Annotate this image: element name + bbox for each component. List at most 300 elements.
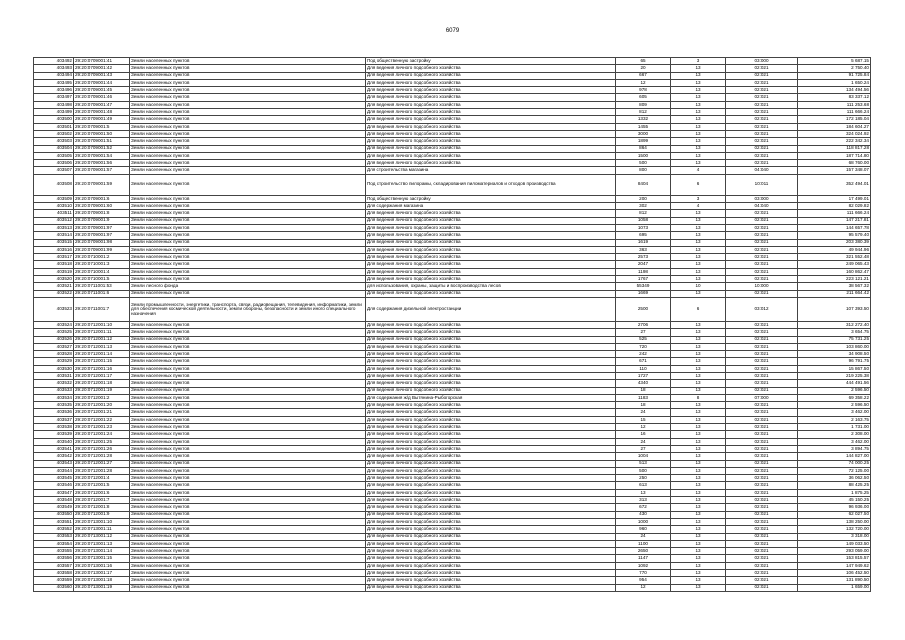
group-cell: 13 — [671, 123, 726, 130]
land-category-cell: Земли населенных пунктов — [130, 217, 366, 224]
area-cell: 4340 — [616, 380, 671, 387]
row-number-cell: 403493 — [34, 65, 74, 72]
table-row — [34, 101, 871, 108]
row-number-cell: 403492 — [34, 58, 74, 65]
use-code-cell: 02:021 — [726, 343, 798, 350]
row-number-cell: 403548 — [34, 497, 74, 504]
group-cell: 13 — [671, 358, 726, 365]
row-number-cell: 403538 — [34, 424, 74, 431]
cadastral-value-cell: 3 318.00 — [798, 533, 871, 540]
permitted-use-cell: Для ведения личного подсобного хозяйства — [366, 460, 616, 467]
permitted-use-cell: Для ведения личного подсобного хозяйства — [366, 130, 616, 137]
use-code-cell: 02:021 — [726, 246, 798, 253]
permitted-use-cell: Для ведения личного подсобного хозяйства — [366, 365, 616, 372]
table-row — [34, 365, 871, 372]
cadastral-number-cell: 29:20:0711001:6 — [74, 290, 130, 297]
cadastral-number-cell: 29:20:0709001:60 — [74, 203, 130, 210]
use-code-cell: 02:021 — [726, 276, 798, 283]
group-cell: 13 — [671, 109, 726, 116]
cadastral-number-cell: 29:20:0709001:6 — [74, 195, 130, 202]
table-row — [34, 167, 871, 174]
row-number-cell: 403525 — [34, 329, 74, 336]
land-category-cell: Земли населенных пунктов — [130, 336, 366, 343]
use-code-cell: 04:040 — [726, 203, 798, 210]
use-code-cell: 02:021 — [726, 239, 798, 246]
cadastral-value-cell: 138 250.00 — [798, 518, 871, 525]
permitted-use-cell: Для ведения личного подсобного хозяйства — [366, 562, 616, 569]
row-number-cell: 403549 — [34, 504, 74, 511]
cadastral-value-cell: 1 731.00 — [798, 424, 871, 431]
cadastral-value-cell: 444 491.56 — [798, 380, 871, 387]
table-row — [34, 232, 871, 239]
permitted-use-cell: Под общественную застройку — [366, 58, 616, 65]
permitted-use-cell: Для ведения личного подсобного хозяйства — [366, 276, 616, 283]
group-cell: 13 — [671, 239, 726, 246]
cadastral-number-cell: 29:20:0712001:24 — [74, 431, 130, 438]
table-row — [34, 109, 871, 116]
cadastral-value-cell: 34 908.50 — [798, 351, 871, 358]
group-cell: 13 — [671, 329, 726, 336]
group-cell: 13 — [671, 540, 726, 547]
cadastral-value-cell: 83 337.12 — [798, 94, 871, 101]
group-cell: 6 — [671, 297, 726, 321]
use-code-cell: 02:021 — [726, 109, 798, 116]
cadastral-number-cell: 29:20:0713001:11 — [74, 526, 130, 533]
cadastral-number-cell: 29:20:0713001:14 — [74, 548, 130, 555]
land-category-cell: Земли населенных пунктов — [130, 460, 366, 467]
table-row — [34, 533, 871, 540]
use-code-cell: 02:021 — [726, 460, 798, 467]
land-category-cell: Земли населенных пунктов — [130, 123, 366, 130]
use-code-cell: 02:021 — [726, 65, 798, 72]
cadastral-number-cell: 29:20:0709001:48 — [74, 109, 130, 116]
land-category-cell: Земли населенных пунктов — [130, 577, 366, 584]
row-number-cell: 403560 — [34, 584, 74, 591]
cadastral-number-cell: 29:20:0710001:5 — [74, 276, 130, 283]
permitted-use-cell: Для ведения личного подсобного хозяйства — [366, 555, 616, 562]
area-cell: 695 — [616, 232, 671, 239]
permitted-use-cell: Для содержания ж/д Вытянина-Рыбогорская — [366, 394, 616, 401]
land-category-cell: Земли населенных пунктов — [130, 431, 366, 438]
area-cell: 1619 — [616, 239, 671, 246]
area-cell: 8404 — [616, 174, 671, 195]
row-number-cell: 403510 — [34, 203, 74, 210]
group-cell: 13 — [671, 210, 726, 217]
use-code-cell: 02:021 — [726, 358, 798, 365]
area-cell: 513 — [616, 460, 671, 467]
table-row — [34, 555, 871, 562]
use-code-cell: 03:012 — [726, 297, 798, 321]
group-cell: 13 — [671, 79, 726, 86]
use-code-cell: 02:021 — [726, 387, 798, 394]
group-cell: 13 — [671, 438, 726, 445]
row-number-cell: 403543 — [34, 460, 74, 467]
cadastral-value-cell: 312 272.40 — [798, 321, 871, 328]
use-code-cell: 02:021 — [726, 210, 798, 217]
cadastral-value-cell: 172 185.04 — [798, 116, 871, 123]
group-cell: 6 — [671, 174, 726, 195]
permitted-use-cell: Для ведения личного подсобного хозяйства — [366, 290, 616, 297]
cadastral-value-cell: 222 342.34 — [798, 138, 871, 145]
permitted-use-cell: Для ведения личного подсобного хозяйства — [366, 152, 616, 159]
cadastral-value-cell: 2 308.00 — [798, 431, 871, 438]
land-category-cell: Земли населенных пунктов — [130, 116, 366, 123]
use-code-cell: 10:000 — [726, 283, 798, 290]
cadastral-value-cell: 74 000.25 — [798, 460, 871, 467]
permitted-use-cell: Для ведения личного подсобного хозяйства — [366, 584, 616, 591]
group-cell: 13 — [671, 217, 726, 224]
group-cell: 13 — [671, 351, 726, 358]
use-code-cell: 02:021 — [726, 489, 798, 496]
use-code-cell: 02:021 — [726, 402, 798, 409]
area-cell: 800 — [616, 167, 671, 174]
land-category-cell: Земли населенных пунктов — [130, 87, 366, 94]
cadastral-number-cell: 29:20:0709001:57 — [74, 167, 130, 174]
cadastral-number-cell: 29:20:0709001:5 — [74, 123, 130, 130]
cadastral-value-cell: 321 552.48 — [798, 254, 871, 261]
cadastral-number-cell: 29:20:0712001:2 — [74, 394, 130, 401]
permitted-use-cell: Для ведения личного подсобного хозяйства — [366, 504, 616, 511]
row-number-cell: 403547 — [34, 489, 74, 496]
cadastral-value-cell: 107 393.50 — [798, 297, 871, 321]
table-row — [34, 584, 871, 591]
area-cell: 1332 — [616, 116, 671, 123]
cadastral-number-cell: 29:20:0712001:27 — [74, 460, 130, 467]
group-cell: 13 — [671, 116, 726, 123]
permitted-use-cell: Для ведения личного подсобного хозяйства — [366, 123, 616, 130]
cadastral-value-cell: 223 121.21 — [798, 276, 871, 283]
area-cell: 1100 — [616, 540, 671, 547]
area-cell: 500 — [616, 160, 671, 167]
cadastral-number-cell: 29:20:0712001:17 — [74, 372, 130, 379]
use-code-cell: 02:021 — [726, 380, 798, 387]
cadastral-value-cell: 160 862.47 — [798, 268, 871, 275]
group-cell: 13 — [671, 548, 726, 555]
table-row — [34, 504, 871, 511]
cadastral-number-cell: 29:20:0713001:18 — [74, 577, 130, 584]
row-number-cell: 403554 — [34, 540, 74, 547]
group-cell: 13 — [671, 431, 726, 438]
table-row — [34, 343, 871, 350]
cadastral-number-cell: 29:20:0709001:99 — [74, 246, 130, 253]
area-cell: 978 — [616, 87, 671, 94]
permitted-use-cell: Для ведения личного подсобного хозяйства — [366, 79, 616, 86]
area-cell: 65 — [616, 58, 671, 65]
area-cell: 20 — [616, 65, 671, 72]
permitted-use-cell: Для ведения личного подсобного хозяйства — [366, 138, 616, 145]
table-row — [34, 409, 871, 416]
use-code-cell: 02:021 — [726, 431, 798, 438]
table-row — [34, 160, 871, 167]
group-cell: 13 — [671, 562, 726, 569]
area-cell: 1198 — [616, 268, 671, 275]
group-cell: 13 — [671, 445, 726, 452]
land-category-cell: Земли населенных пунктов — [130, 409, 366, 416]
cadastral-number-cell: 29:20:0710001:4 — [74, 268, 130, 275]
use-code-cell: 07:000 — [726, 394, 798, 401]
cadastral-value-table — [33, 57, 871, 592]
permitted-use-cell: Для ведения личного подсобного хозяйства — [366, 101, 616, 108]
area-cell: 24 — [616, 409, 671, 416]
land-category-cell: Земли населенных пунктов — [130, 424, 366, 431]
table-row — [34, 497, 871, 504]
area-cell: 720 — [616, 343, 671, 350]
table-row — [34, 72, 871, 79]
cadastral-number-cell: 29:20:0709001:51 — [74, 138, 130, 145]
row-number-cell: 403550 — [34, 511, 74, 518]
land-category-cell: Земли населенных пунктов — [130, 268, 366, 275]
cadastral-value-cell: 3 894.75 — [798, 445, 871, 452]
row-number-cell: 403521 — [34, 283, 74, 290]
permitted-use-cell: Для ведения личного подсобного хозяйства — [366, 65, 616, 72]
land-category-cell: Земли населенных пунктов — [130, 562, 366, 569]
cadastral-number-cell: 29:20:0712001:11 — [74, 329, 130, 336]
permitted-use-cell: Для ведения личного подсобного хозяйства — [366, 570, 616, 577]
cadastral-number-cell: 29:20:0712001:28 — [74, 467, 130, 474]
permitted-use-cell: Для ведения личного подсобного хозяйства — [366, 358, 616, 365]
cadastral-number-cell: 29:20:0711001:7 — [74, 297, 130, 321]
land-category-cell: Земли населенных пунктов — [130, 570, 366, 577]
land-category-cell: Земли населенных пунктов — [130, 254, 366, 261]
use-code-cell: 02:021 — [726, 72, 798, 79]
use-code-cell: 02:021 — [726, 540, 798, 547]
land-category-cell: Земли населенных пунктов — [130, 174, 366, 195]
permitted-use-cell: Для ведения личного подсобного хозяйства — [366, 246, 616, 253]
group-cell: 13 — [671, 409, 726, 416]
area-cell: 12 — [616, 424, 671, 431]
group-cell: 13 — [671, 232, 726, 239]
land-category-cell: Земли населенных пунктов — [130, 321, 366, 328]
cadastral-value-cell: 106 452.50 — [798, 570, 871, 577]
group-cell: 13 — [671, 261, 726, 268]
cadastral-value-cell: 49 944.96 — [798, 246, 871, 253]
group-cell: 13 — [671, 101, 726, 108]
cadastral-number-cell: 29:20:0713001:12 — [74, 533, 130, 540]
row-number-cell: 403517 — [34, 254, 74, 261]
group-cell: 13 — [671, 372, 726, 379]
cadastral-number-cell: 29:20:0713001:19 — [74, 584, 130, 591]
cadastral-number-cell: 29:20:0711001:53 — [74, 283, 130, 290]
land-category-cell: Земли населенных пунктов — [130, 210, 366, 217]
cadastral-value-cell: 96 936.00 — [798, 504, 871, 511]
land-category-cell: Земли населенных пунктов — [130, 380, 366, 387]
land-category-cell: Земли населенных пунктов — [130, 138, 366, 145]
cadastral-value-cell: 147 217.81 — [798, 217, 871, 224]
cadastral-number-cell: 29:20:0712001:8 — [74, 504, 130, 511]
table-row — [34, 138, 871, 145]
row-number-cell: 403497 — [34, 94, 74, 101]
row-number-cell: 403500 — [34, 116, 74, 123]
row-number-cell: 403504 — [34, 145, 74, 152]
group-cell: 13 — [671, 268, 726, 275]
table-row — [34, 290, 871, 297]
use-code-cell: 02:021 — [726, 123, 798, 130]
area-cell: 313 — [616, 497, 671, 504]
area-cell: 250 — [616, 475, 671, 482]
row-number-cell: 403546 — [34, 482, 74, 489]
group-cell: 10 — [671, 283, 726, 290]
land-category-cell: Земли населенных пунктов — [130, 261, 366, 268]
cadastral-number-cell: 29:20:0709001:56 — [74, 160, 130, 167]
permitted-use-cell: Для ведения личного подсобного хозяйства — [366, 518, 616, 525]
cadastral-number-cell: 29:20:0709001:98 — [74, 239, 130, 246]
row-number-cell: 403495 — [34, 79, 74, 86]
table-row — [34, 577, 871, 584]
table-row — [34, 239, 871, 246]
table-row — [34, 203, 871, 210]
land-category-cell: Земли населенных пунктов — [130, 65, 366, 72]
table-row — [34, 329, 871, 336]
table-row — [34, 351, 871, 358]
row-number-cell: 403533 — [34, 387, 74, 394]
group-cell: 13 — [671, 145, 726, 152]
row-number-cell: 403559 — [34, 577, 74, 584]
permitted-use-cell: Для ведения личного подсобного хозяйства — [366, 526, 616, 533]
cadastral-number-cell: 29:20:0712001:23 — [74, 424, 130, 431]
cadastral-number-cell: 29:20:0712001:19 — [74, 387, 130, 394]
area-cell: 18 — [616, 387, 671, 394]
use-code-cell: 02:021 — [726, 526, 798, 533]
permitted-use-cell: Для ведения личного подсобного хозяйства — [366, 497, 616, 504]
cadastral-value-cell: 69 358.22 — [798, 394, 871, 401]
area-cell: 954 — [616, 577, 671, 584]
cadastral-value-cell: 95 579.40 — [798, 232, 871, 239]
group-cell: 13 — [671, 336, 726, 343]
table-row — [34, 152, 871, 159]
group-cell: 4 — [671, 167, 726, 174]
cadastral-value-cell: 187 714.80 — [798, 152, 871, 159]
table-row — [34, 276, 871, 283]
cadastral-value-cell: 147 949.62 — [798, 562, 871, 569]
land-category-cell: Земли населенных пунктов — [130, 72, 366, 79]
table-row — [34, 116, 871, 123]
cadastral-number-cell: 29:20:0713001:13 — [74, 540, 130, 547]
group-cell: 13 — [671, 402, 726, 409]
cadastral-value-cell: 2 750.40 — [798, 65, 871, 72]
permitted-use-cell: Для ведения личного подсобного хозяйства — [366, 254, 616, 261]
row-number-cell: 403509 — [34, 195, 74, 202]
cadastral-number-cell: 29:20:0712001:18 — [74, 380, 130, 387]
land-category-cell: Земли населенных пунктов — [130, 540, 366, 547]
permitted-use-cell: Для ведения личного подсобного хозяйства — [366, 239, 616, 246]
cadastral-value-cell: 352 494.01 — [798, 174, 871, 195]
row-number-cell: 403513 — [34, 224, 74, 231]
group-cell: 13 — [671, 72, 726, 79]
cadastral-number-cell: 29:20:0712001:14 — [74, 351, 130, 358]
row-number-cell: 403520 — [34, 276, 74, 283]
group-cell: 13 — [671, 424, 726, 431]
group-cell: 13 — [671, 152, 726, 159]
group-cell: 13 — [671, 555, 726, 562]
area-cell: 671 — [616, 358, 671, 365]
land-category-cell: Земли населенных пунктов — [130, 511, 366, 518]
permitted-use-cell: Для ведения личного подсобного хозяйства — [366, 329, 616, 336]
cadastral-value-cell: 324 024.92 — [798, 130, 871, 137]
land-category-cell: Земли населенных пунктов — [130, 224, 366, 231]
group-cell: 13 — [671, 482, 726, 489]
row-number-cell: 403529 — [34, 358, 74, 365]
group-cell: 13 — [671, 518, 726, 525]
table-row — [34, 438, 871, 445]
permitted-use-cell: Для ведения личного подсобного хозяйства — [366, 511, 616, 518]
cadastral-number-cell: 29:20:0712001:22 — [74, 416, 130, 423]
use-code-cell: 04:040 — [726, 167, 798, 174]
area-cell: 1147 — [616, 555, 671, 562]
row-number-cell: 403536 — [34, 409, 74, 416]
cadastral-value-cell: 118 817.28 — [798, 145, 871, 152]
permitted-use-cell: Под строительство пилорамы, складирования пиломатериалов и отходов производства — [366, 174, 616, 195]
group-cell: 13 — [671, 246, 726, 253]
area-cell: 15 — [616, 416, 671, 423]
table-row — [34, 217, 871, 224]
group-cell: 13 — [671, 526, 726, 533]
row-number-cell: 403516 — [34, 246, 74, 253]
use-code-cell: 02:021 — [726, 130, 798, 137]
row-number-cell: 403499 — [34, 109, 74, 116]
row-number-cell: 403555 — [34, 548, 74, 555]
row-number-cell: 403532 — [34, 380, 74, 387]
cadastral-number-cell: 29:20:0709001:97 — [74, 232, 130, 239]
cadastral-number-cell: 29:20:0713001:15 — [74, 555, 130, 562]
cadastral-number-cell: 29:20:0709001:41 — [74, 58, 130, 65]
table-row — [34, 380, 871, 387]
page-number: 6079 — [445, 28, 460, 34]
area-cell: 1073 — [616, 224, 671, 231]
land-category-cell: Земли населенных пунктов — [130, 445, 366, 452]
cadastral-number-cell: 29:20:0709001:97 — [74, 224, 130, 231]
table-row — [34, 416, 871, 423]
group-cell: 13 — [671, 343, 726, 350]
cadastral-value-cell: 15 867.50 — [798, 365, 871, 372]
table-row — [34, 65, 871, 72]
group-cell: 13 — [671, 94, 726, 101]
table-row — [34, 570, 871, 577]
table-row — [34, 246, 871, 253]
group-cell: 13 — [671, 321, 726, 328]
row-number-cell: 403494 — [34, 72, 74, 79]
cadastral-number-cell: 29:20:0710001:2 — [74, 254, 130, 261]
land-category-cell: Земли населенных пунктов — [130, 504, 366, 511]
land-category-cell: Земли населенных пунктов — [130, 329, 366, 336]
area-cell: 605 — [616, 94, 671, 101]
row-number-cell: 403519 — [34, 268, 74, 275]
permitted-use-cell: Для ведения личного подсобного хозяйства — [366, 482, 616, 489]
cadastral-value-cell: 3 654.75 — [798, 329, 871, 336]
area-cell: 2706 — [616, 321, 671, 328]
use-code-cell: 02:021 — [726, 87, 798, 94]
use-code-cell: 02:021 — [726, 261, 798, 268]
land-category-cell: Земли населенных пунктов — [130, 372, 366, 379]
permitted-use-cell: Для ведения личного подсобного хозяйства — [366, 424, 616, 431]
use-code-cell: 02:021 — [726, 290, 798, 297]
group-cell: 13 — [671, 533, 726, 540]
permitted-use-cell: Для ведения личного подсобного хозяйства — [366, 268, 616, 275]
group-cell: 3 — [671, 195, 726, 202]
row-number-cell: 403518 — [34, 261, 74, 268]
table-row — [34, 58, 871, 65]
use-code-cell: 02:021 — [726, 548, 798, 555]
area-cell: 12 — [616, 79, 671, 86]
row-number-cell: 403539 — [34, 431, 74, 438]
row-number-cell: 403523 — [34, 297, 74, 321]
cadastral-value-cell: 82 029.82 — [798, 203, 871, 210]
area-cell: 24 — [616, 438, 671, 445]
land-category-cell: Земли населенных пунктов — [130, 365, 366, 372]
row-number-cell: 403542 — [34, 453, 74, 460]
cadastral-number-cell: 29:20:0712001:6 — [74, 489, 130, 496]
cadastral-value-cell: 2 163.75 — [798, 416, 871, 423]
table-row — [34, 145, 871, 152]
